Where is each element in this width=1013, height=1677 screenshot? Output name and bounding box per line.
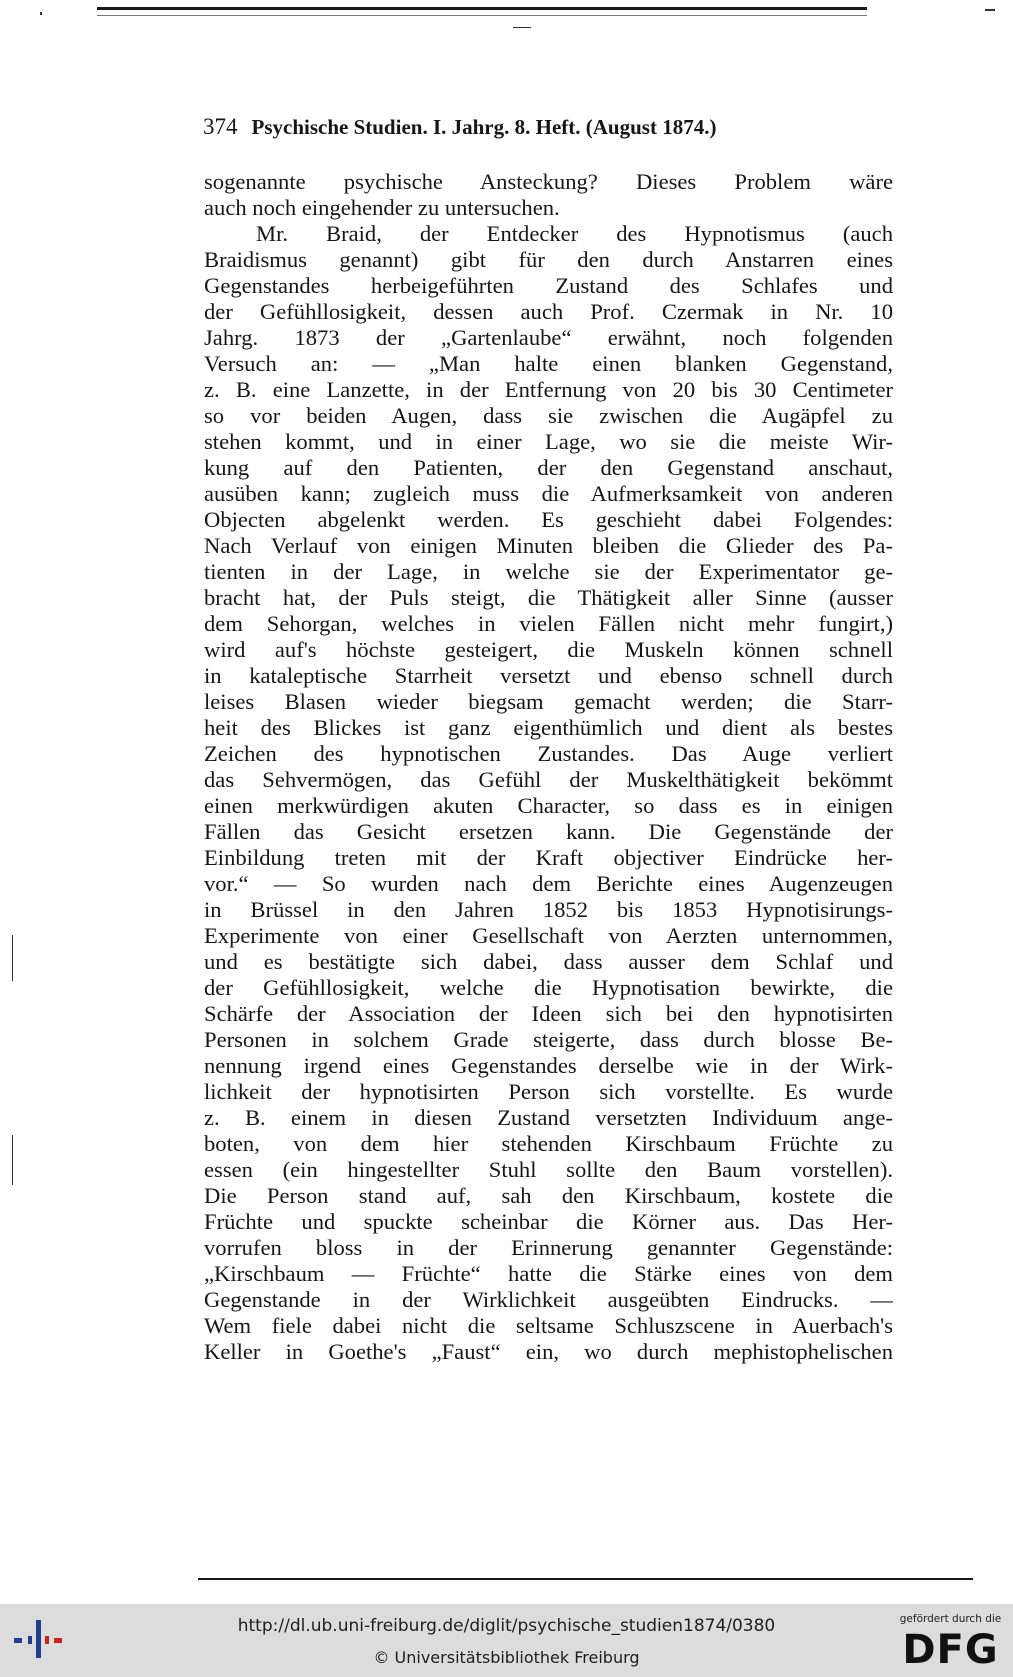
text-line: Mr. Braid, der Entdecker des Hypnotismus (auch bbox=[256, 221, 893, 246]
text-line: lichkeit der hypnotisirten Person sich vorstellte. Es wurde bbox=[204, 1079, 893, 1104]
text-line: Schärfe der Association der Ideen sich bei den hypnotisirten bbox=[204, 1001, 893, 1026]
text-line: ausüben kann; zugleich muss die Aufmerksamkeit von anderen bbox=[204, 481, 893, 506]
text-line: Die Person stand auf, sah den Kirschbaum, kostete die bbox=[204, 1183, 893, 1208]
text-line: Gegenstandes herbeigeführten Zustand des Schlafes und bbox=[204, 273, 893, 298]
text-line: sogenannte psychische Ansteckung? Dieses Problem wäre bbox=[204, 169, 893, 194]
text-line: das Sehvermögen, das Gefühl der Muskelthätigkeit bekömmt bbox=[204, 767, 893, 792]
text-line: in Brüssel in den Jahren 1852 bis 1853 Hypnotisirungs- bbox=[204, 897, 893, 922]
top-border-rule-thin bbox=[97, 15, 867, 16]
text-line: heit des Blickes ist ganz eigenthümlich und dient als bestes bbox=[204, 715, 893, 740]
margin-mark bbox=[12, 935, 13, 981]
scan-speck bbox=[513, 27, 531, 28]
running-title: Psychische Studien. I. Jahrg. 8. Heft. (August 1874.) bbox=[251, 115, 717, 139]
dfg-logo: DFG bbox=[902, 1627, 999, 1673]
text-line: nennung irgend eines Gegenstandes derselbe wie in der Wirk- bbox=[204, 1053, 893, 1078]
text-line: auch noch eingehender zu untersuchen. bbox=[204, 195, 560, 220]
scan-speck bbox=[985, 9, 995, 11]
text-line: Versuch an: — „Man halte einen blanken Gegenstand, bbox=[204, 351, 893, 376]
scan-speck bbox=[40, 12, 42, 15]
footer-url-link[interactable]: http://dl.ub.uni-freiburg.de/diglit/psychische_studien1874/0380 bbox=[237, 1616, 776, 1636]
text-line: Zeichen des hypnotischen Zustandes. Das Auge verliert bbox=[204, 741, 893, 766]
text-line: vor.“ — So wurden nach dem Berichte eines Augenzeugen bbox=[204, 871, 893, 896]
text-line: Experimente von einer Gesellschaft von Aerzten unternommen, bbox=[204, 923, 893, 948]
text-line: Wem fiele dabei nicht die seltsame Schluszscene in Auerbach's bbox=[204, 1313, 893, 1338]
text-line: der Gefühllosigkeit, welche die Hypnotisation bewirkte, die bbox=[204, 975, 893, 1000]
dfg-caption: gefördert durch die bbox=[899, 1613, 1002, 1625]
text-line: „Kirschbaum — Früchte“ hatte die Stärke eines von dem bbox=[204, 1261, 893, 1286]
text-line: Nach Verlauf von einigen Minuten bleiben die Glieder des Pa- bbox=[204, 533, 893, 558]
text-line: Braidismus genannt) gibt für den durch Anstarren eines bbox=[204, 247, 893, 272]
text-line: kung auf den Patienten, der den Gegenstand anschaut, bbox=[204, 455, 893, 480]
running-head bbox=[203, 114, 893, 140]
text-line: tienten in der Lage, in welche sie der Experimentator ge- bbox=[204, 559, 893, 584]
text-line: Personen in solchem Grade steigerte, dass durch blosse Be- bbox=[204, 1027, 893, 1052]
text-line: und es bestätigte sich dabei, dass ausser dem Schlaf und bbox=[204, 949, 893, 974]
text-line: boten, von dem hier stehenden Kirschbaum Früchte zu bbox=[204, 1131, 893, 1156]
text-line: vorrufen bloss in der Erinnerung genannter Gegenstände: bbox=[204, 1235, 893, 1260]
text-line: essen (ein hingestellter Stuhl sollte den Baum vorstellen). bbox=[204, 1157, 893, 1182]
text-line: der Gefühllosigkeit, dessen auch Prof. Czermak in Nr. 10 bbox=[204, 299, 893, 324]
text-line: leises Blasen wieder biegsam gemacht werden; die Starr- bbox=[204, 689, 893, 714]
margin-mark bbox=[12, 1135, 13, 1185]
text-line: Fällen das Gesicht ersetzen kann. Die Gegenstände der bbox=[204, 819, 893, 844]
text-line: z. B. einem in diesen Zustand versetzten Individuum ange- bbox=[204, 1105, 893, 1130]
text-line: Gegenstande in der Wirklichkeit ausgeübten Eindrucks. — bbox=[204, 1287, 893, 1312]
text-line: stehen kommt, und in einer Lage, wo sie die meiste Wir- bbox=[204, 429, 893, 454]
text-line: dem Sehorgan, welches in vielen Fällen nicht mehr fungirt,) bbox=[204, 611, 893, 636]
top-border-rule bbox=[97, 7, 867, 10]
page-number: 374 bbox=[203, 114, 238, 139]
text-line: Früchte und spuckte scheinbar die Körner aus. Das Her- bbox=[204, 1209, 893, 1234]
text-line: wird auf's höchste gesteigert, die Muskeln können schnell bbox=[204, 637, 893, 662]
text-line: so vor beiden Augen, dass sie zwischen die Augäpfel zu bbox=[204, 403, 893, 428]
text-line: z. B. eine Lanzette, in der Entfernung von 20 bis 30 Centimeter bbox=[204, 377, 893, 402]
footer-copyright: © Universitätsbibliothek Freiburg bbox=[373, 1648, 640, 1667]
text-line: einen merkwürdigen akuten Character, so dass es in einigen bbox=[204, 793, 893, 818]
bottom-border-rule bbox=[198, 1578, 973, 1580]
text-line: bracht hat, der Puls steigt, die Thätigkeit aller Sinne (ausser bbox=[204, 585, 893, 610]
text-line: Jahrg. 1873 der „Gartenlaube“ erwähnt, noch folgenden bbox=[204, 325, 893, 350]
body-text bbox=[204, 169, 893, 1365]
text-line: Objecten abgelenkt werden. Es geschieht dabei Folgendes: bbox=[204, 507, 893, 532]
text-line: Einbildung treten mit der Kraft objectiver Eindrücke her- bbox=[204, 845, 893, 870]
text-line: in kataleptische Starrheit versetzt und ebenso schnell durch bbox=[204, 663, 893, 688]
text-line: Keller in Goethe's „Faust“ ein, wo durch mephistophelischen bbox=[204, 1339, 893, 1364]
